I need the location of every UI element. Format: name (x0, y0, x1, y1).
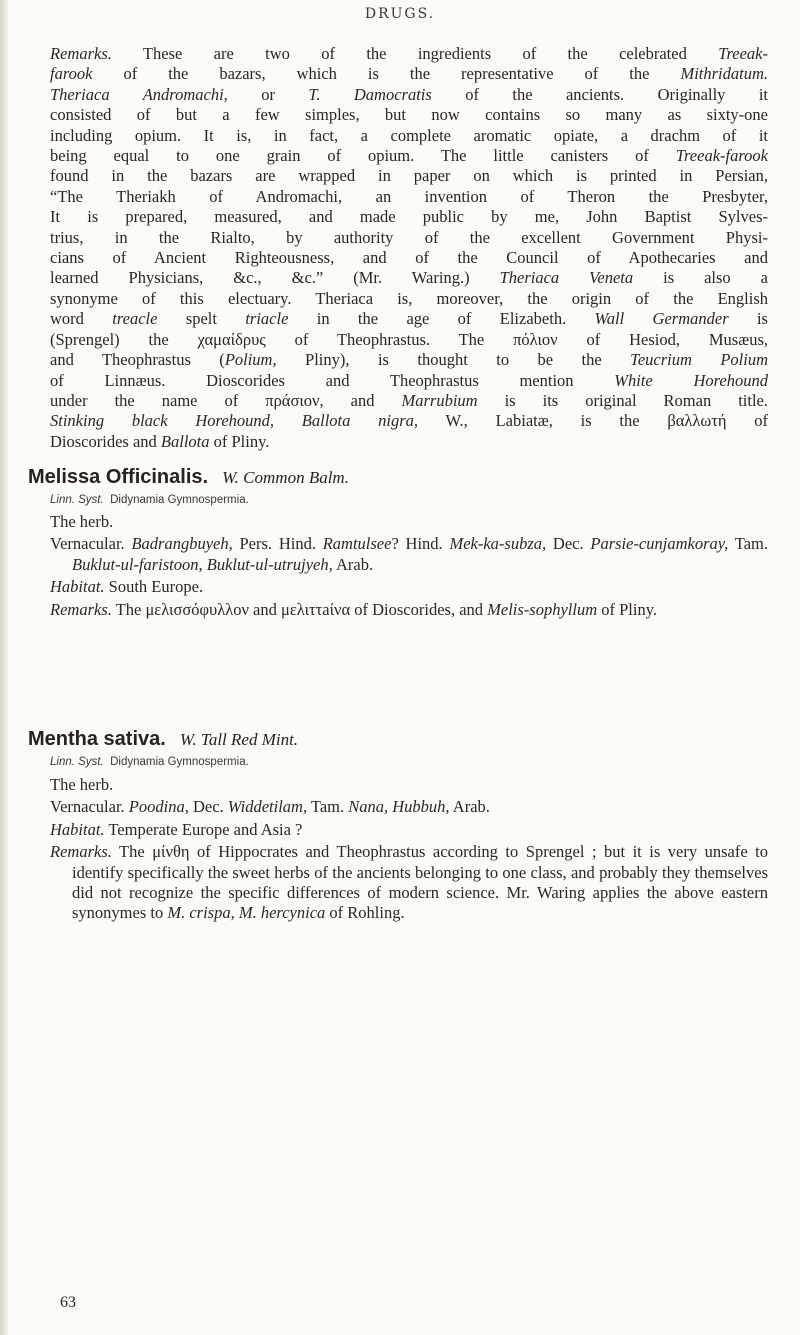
text-run: It is prepared, measured, and made public by me, John Baptist Sylves- (50, 207, 768, 227)
text-run: W., Labiatæ, is the βαλλωτή of (418, 411, 768, 431)
text-run: word (50, 309, 113, 329)
italic-text: Teucrium Polium (630, 350, 768, 370)
text-run: The herb. (50, 775, 114, 794)
text-run: of Pliny. (209, 431, 270, 451)
text-run: The μελισσόφυλλον and μελιττaίνα of Dioscorides, and (111, 599, 488, 619)
italic-text: M. crispa, M. hercynica (167, 903, 326, 923)
text-line (50, 187, 768, 207)
linn-value: Didynamia Gymnospermia. (110, 756, 249, 768)
text-run: (Sprengel) the χαμαίδρυς of Theophrastus. The πόλιον of Hesiod, Musæus, (50, 329, 768, 349)
text-line (50, 146, 768, 166)
text-run: ? Hind. (391, 534, 450, 554)
text-run: of Linnæus. Dioscorides and Theophrastus mention (50, 370, 615, 390)
text-run: in the age of Elizabeth. (288, 309, 595, 329)
text-line (50, 248, 768, 268)
italic-text: Nana, Hubbuh, (348, 797, 450, 817)
entry-name: Melissa Officinalis. (28, 466, 209, 488)
entry-line (50, 820, 768, 840)
italic-text: T. Damocratis (308, 84, 432, 104)
text-line (50, 85, 768, 105)
entry-name: Mentha sativa. (28, 728, 166, 750)
italic-text: Treeak- (718, 44, 768, 63)
entry-line (50, 797, 768, 817)
text-line (50, 64, 768, 84)
text-run: Tam. (728, 534, 768, 554)
text-run: or (227, 84, 309, 104)
italic-text: triacle (245, 309, 289, 329)
linn-label: Linn. Syst. (50, 494, 104, 506)
italic-text: Theriaca Veneta (499, 268, 634, 288)
text-run: South Europe. (104, 577, 204, 597)
text-run: is also a (633, 268, 768, 288)
text-run: Dec. (188, 797, 228, 817)
text-run: The herb. (50, 512, 114, 531)
text-line (50, 309, 768, 329)
italic-text: Habitat. (50, 577, 105, 597)
text-line (50, 432, 768, 452)
text-run: trius, in the Rialto, by authority of the excellent Government Physi- (50, 227, 768, 247)
entry-line (50, 534, 768, 575)
italic-text: Habitat. (50, 819, 105, 839)
text-run: The μίνθη of Hippocrates and Theophrastus according to Sprengel ; but it is very unsafe to identify specifically the sweet herbs of the ancients belonging to one class, and probably they themselves did not recognize the specific differences of modern science. Mr. Waring applies the above eastern synonymes to (72, 842, 768, 923)
italic-text: farook (50, 64, 93, 84)
italic-text: Stinking black Horehound, Ballota nigra, (50, 411, 419, 431)
italic-text: Wall Germander (594, 309, 729, 329)
text-line (50, 228, 768, 248)
page-number: 63 (60, 1294, 76, 1311)
italic-text: Theriaca Andromachi, (50, 84, 228, 104)
italic-text: Widdetilam, (227, 797, 308, 817)
page-spine-shadow (0, 0, 8, 1335)
text-run: of Rohling. (325, 903, 405, 923)
text-run: Arab. (449, 797, 490, 817)
text-run: Pliny), is thought to be the (276, 350, 631, 370)
text-run: under the name of πράσιον, and (50, 390, 402, 410)
text-run: Pers. Hind. (232, 534, 323, 554)
italic-text: Mek-ka-subza, (449, 534, 547, 554)
entry-line (50, 512, 768, 532)
text-run: Tam. (307, 797, 349, 817)
text-run: “The Theriakh of Andromachi, an invention of Theron the Presbyter, (50, 186, 768, 206)
text-run: Arab. (332, 554, 374, 574)
italic-text: White Horehound (614, 370, 768, 390)
entry-body-melissa (50, 512, 768, 622)
italic-text: treacle (112, 309, 158, 329)
linn-value: Didynamia Gymnospermia. (110, 494, 249, 506)
text-line (50, 44, 768, 64)
entry-body-mentha (50, 775, 768, 926)
text-run: cians of Ancient Righteousness, and of the Council of Apothecaries and (50, 248, 768, 268)
italic-text: Remarks. (50, 44, 112, 63)
running-head: DRUGS. (364, 6, 436, 22)
italic-text: Buklut-ul-faristoon, Buklut-ul-utrujyeh, (72, 554, 333, 574)
italic-text: Parsie-cunjamkoray, (590, 534, 729, 554)
text-run: of the bazars, which is the representative of the (92, 64, 681, 84)
italic-text: Ramtulsee (322, 534, 392, 554)
entry-line (50, 842, 768, 924)
italic-text: Badrangbuyeh, (131, 534, 233, 554)
text-run: including opium. It is, in fact, a complete aromatic opiate, a drachm of it (50, 125, 768, 145)
text-line (50, 268, 768, 288)
linnaean-system (50, 494, 249, 506)
text-run: found in the bazars are wrapped in paper on which is printed in Persian, (50, 166, 768, 186)
italic-text: Remarks. (50, 842, 112, 862)
text-run: Dec. (546, 534, 591, 554)
text-line (50, 330, 768, 350)
italic-text: Mithridatum. (680, 64, 768, 84)
text-line (50, 289, 768, 309)
text-run: of the ancients. Originally it (431, 84, 768, 104)
text-run: Vernacular. (50, 534, 132, 554)
entry-line (50, 577, 768, 597)
text-run: consisted of but a few simples, but now contains so many as sixty-one (50, 105, 768, 125)
text-run: and Theophrastus ( (50, 350, 225, 370)
text-run: is (728, 309, 768, 329)
italic-text: Poodina, (128, 797, 189, 817)
text-line (50, 371, 768, 391)
italic-text: Treeak-farook (675, 146, 768, 166)
text-line (50, 105, 768, 125)
linn-label: Linn. Syst. (50, 756, 104, 768)
text-line (50, 207, 768, 227)
text-run: spelt (157, 309, 246, 329)
italic-text: Polium, (224, 350, 277, 370)
text-line (50, 126, 768, 146)
linnaean-system (50, 756, 249, 768)
text-line (50, 166, 768, 186)
text-run: Temperate Europe and Asia ? (104, 819, 303, 839)
text-run: synonyme of this electuary. Theriaca is, moreover, the origin of the English (50, 288, 768, 308)
entry-heading-mentha (28, 728, 768, 751)
text-run: of Pliny. (597, 599, 658, 619)
text-run: These are two of the ingredients of the celebrated (111, 44, 719, 63)
text-line (50, 350, 768, 370)
italic-text: Remarks. (50, 599, 112, 619)
entry-heading-melissa (28, 466, 768, 489)
italic-text: Marrubium (401, 390, 478, 410)
text-run: Vernacular. (50, 797, 129, 817)
entry-line (50, 600, 768, 620)
text-run: Dioscorides and (50, 431, 161, 451)
italic-text: Ballota (160, 431, 210, 451)
text-line (50, 391, 768, 411)
italic-text: Melis-sophyllum (487, 599, 598, 619)
text-run: is its original Roman title. (477, 390, 768, 410)
common-name: W. Tall Red Mint. (179, 730, 299, 749)
text-run: being equal to one grain of opium. The little canisters of (50, 146, 676, 166)
common-name: W. Common Balm. (222, 468, 349, 487)
text-line (50, 411, 768, 431)
entry-line (50, 775, 768, 795)
remarks-paragraph (50, 44, 768, 452)
text-run: learned Physicians, &c., &c.” (Mr. Waring.) (50, 268, 500, 288)
